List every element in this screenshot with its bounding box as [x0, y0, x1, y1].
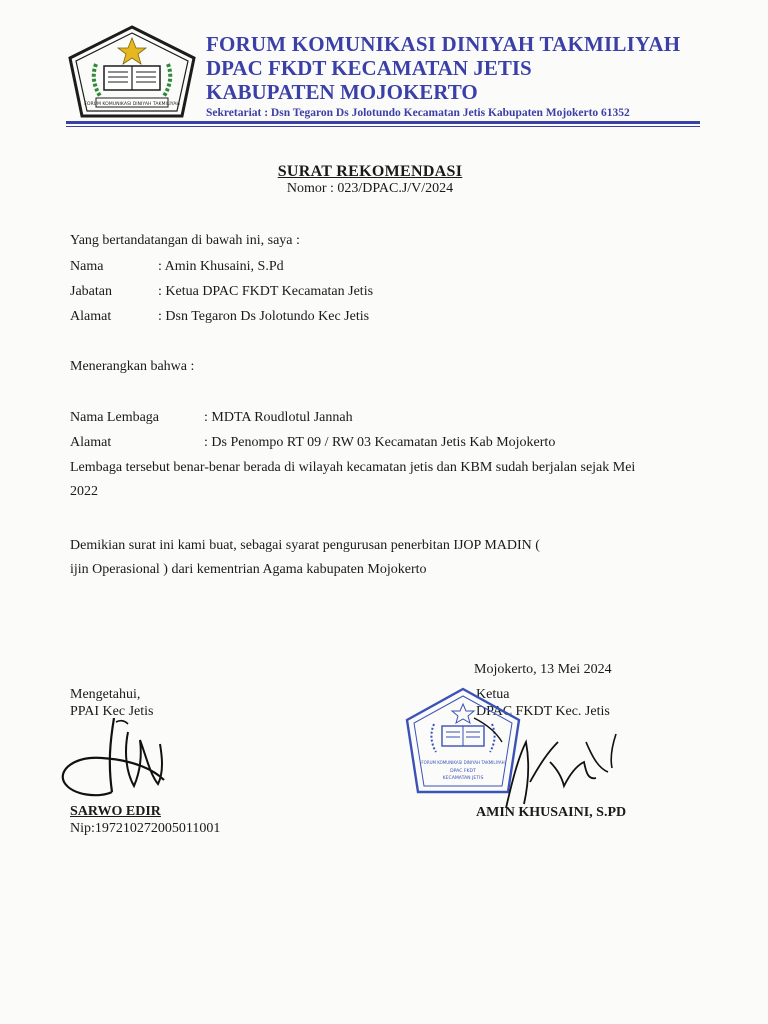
field-value: : Amin Khusaini, S.Pd — [158, 259, 284, 274]
field-value: : MDTA Roudlotul Jannah — [204, 410, 353, 425]
letterhead-divider-thin — [66, 126, 700, 127]
place-date: Mojokerto, 13 Mei 2024 — [474, 662, 612, 677]
field-value: : Ketua DPAC FKDT Kecamatan Jetis — [158, 284, 374, 299]
field-label: Alamat — [70, 309, 112, 324]
institution-row-address — [70, 434, 556, 452]
stamp-line-1: FORUM KOMUNIKASI DINIYAH TAKMILIYAH — [421, 760, 505, 765]
signer-row-position — [70, 283, 374, 301]
org-branch: DPAC FKDT KECAMATAN JETIS — [206, 56, 532, 80]
field-value: : Dsn Tegaron Ds Jolotundo Kec Jetis — [158, 309, 370, 324]
org-regency: KABUPATEN MOJOKERTO — [206, 80, 478, 104]
signer-row-name — [70, 258, 284, 276]
signer-row-address — [70, 308, 370, 326]
organization-logo — [66, 24, 198, 120]
left-signature-image — [54, 712, 194, 808]
field-label: Nama — [70, 259, 104, 274]
letterhead — [206, 32, 746, 121]
field-value: : Ds Penompo RT 09 / RW 03 Kecamatan Jetis Kab Mojokerto — [204, 435, 556, 450]
letter-title — [0, 163, 740, 197]
institution-row-name — [70, 409, 353, 427]
left-signer-nip: Nip:197210272005011001 — [70, 821, 221, 836]
right-signer-role: Ketua — [476, 687, 510, 702]
right-signer-organization: DPAC FKDT Kec. Jetis — [476, 704, 610, 719]
states-text: Menerangkan bahwa : — [70, 359, 195, 374]
acknowledge-label: Mengetahui, — [70, 687, 141, 702]
field-label: Nama Lembaga — [70, 410, 160, 425]
logo-caption: FORUM KOMUNIKASI DINIYAH TAKMILIYAH — [84, 102, 180, 107]
right-signer-name: AMIN KHUSAINI, S.PD — [476, 805, 627, 820]
org-name: FORUM KOMUNIKASI DINIYAH TAKMILIYAH — [206, 32, 681, 56]
field-label: Alamat — [70, 435, 112, 450]
letter-heading: SURAT REKOMENDASI — [277, 163, 463, 180]
letter-number: Nomor : 023/DPAC.J/V/2024 — [286, 181, 454, 196]
left-signer-role: PPAI Kec Jetis — [70, 704, 154, 719]
stamp-line-3: KECAMATAN JETIS — [442, 776, 484, 781]
left-signer-name: SARWO EDIR — [70, 804, 161, 819]
stamp-line-2: DPAC FKDT — [450, 769, 476, 774]
field-label: Jabatan — [70, 284, 112, 299]
intro-text: Yang bertandatangan di bawah ini, saya : — [70, 233, 300, 248]
closing-paragraph: Demikian surat ini kami buat, sebagai syarat pengurusan penerbitan IJOP MADIN ( ijin Operasional ) dari kementrian Agama kabupaten Mojokerto — [70, 538, 540, 577]
right-signature-image — [466, 712, 626, 812]
statement-paragraph: Lembaga tersebut benar-benar berada di wilayah kecamatan jetis dan KBM sudah berjalan sejak Mei 2022 — [70, 460, 636, 499]
secretariat-address: Sekretariat : Dsn Tegaron Ds Jolotundo Kecamatan Jetis Kabupaten Mojokerto 61352 — [206, 107, 630, 119]
letterhead-divider — [66, 121, 700, 124]
